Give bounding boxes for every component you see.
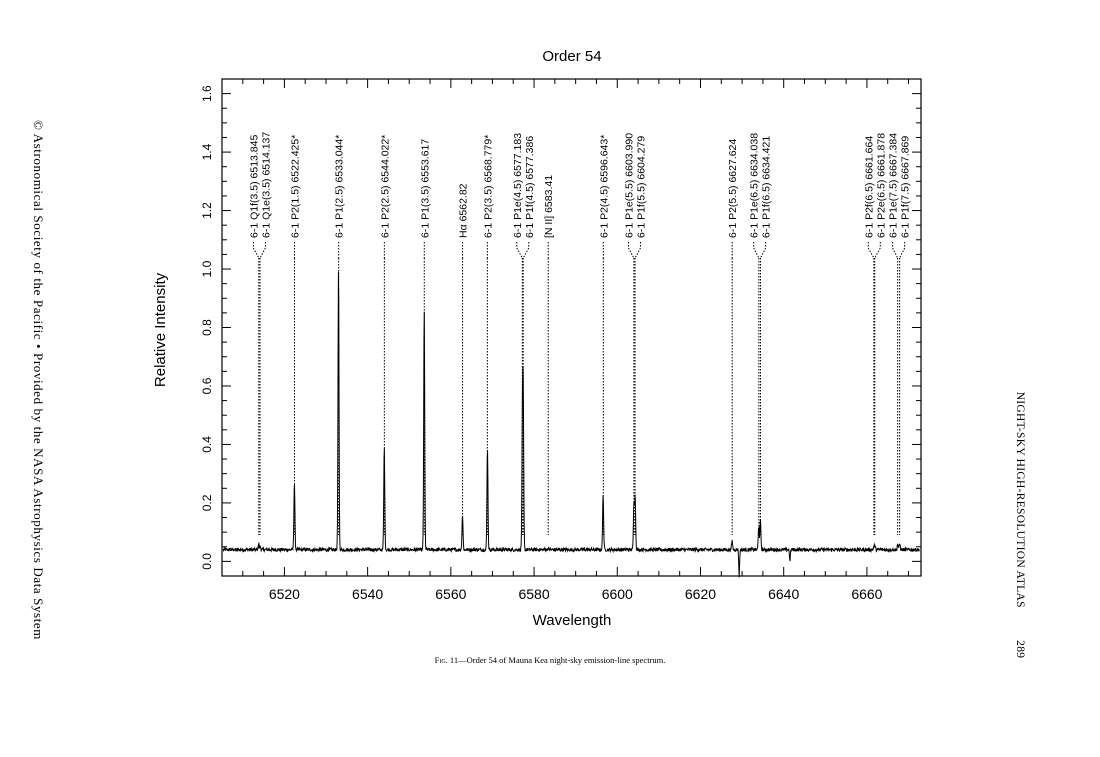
bracket-arm (868, 248, 874, 258)
x-tick-labels (269, 586, 883, 602)
bracket-arm (635, 248, 640, 258)
copyright-credit: © Astronomical Society of the Pacific • Provided by the NASA Astrophysics Data System (31, 119, 46, 641)
y-tick-label: 0.4 (200, 436, 214, 453)
bracket-arm (893, 248, 898, 258)
line-label: 6-1 P1e(6.5) 6634.038 (748, 132, 761, 238)
y-tick-label: 0.6 (200, 377, 214, 395)
chart-title: Order 54 (542, 48, 602, 65)
line-label: 6-1 P1f(7.5) 6667.869 (899, 135, 912, 238)
line-label: Hα 6562.82 (457, 183, 470, 238)
line-label: 6-1 P1f(5.5) 6604.279 (635, 135, 648, 238)
y-tick-label: 1.2 (200, 202, 214, 219)
axis-ticks (222, 79, 921, 576)
y-tick-label: 1.6 (200, 85, 214, 102)
bracket-arm (628, 248, 633, 258)
line-label: 6-1 P1e(5.5) 6603.990 (623, 132, 636, 238)
running-header (1014, 392, 1026, 659)
x-tick-label: 6580 (518, 586, 550, 602)
line-annotations (248, 132, 911, 238)
bracket-arm (260, 248, 265, 258)
line-label: 6-1 P2(1.5) 6522.425* (289, 134, 302, 238)
x-tick-label: 6520 (268, 586, 300, 602)
y-tick-labels (200, 85, 214, 570)
line-label: [N II] 6583.41 (543, 174, 556, 238)
line-label: 6-1 P1f(4.5) 6577.386 (523, 135, 536, 238)
y-tick-label: 1.0 (200, 260, 214, 278)
bracket-arm (900, 248, 905, 258)
line-label: 6-1 P2(4.5) 6596.643* (598, 134, 611, 238)
y-tick-label: 1.4 (200, 143, 214, 161)
line-label: 6-1 P1e(7.5) 6667.384 (887, 132, 900, 238)
line-markers (253, 242, 904, 535)
line-label: 6-1 P2(5.5) 6627.624 (727, 138, 740, 238)
figure-caption (0, 655, 1100, 665)
line-label: 6-1 P1f(6.5) 6634.421 (760, 135, 773, 238)
x-axis-label: Wavelength (532, 612, 612, 629)
bracket-arm (754, 248, 759, 258)
line-label: 6-1 P2e(6.5) 6661.878 (875, 132, 888, 238)
spectrum-line (223, 272, 919, 577)
y-axis-label: Relative Intensity (152, 272, 169, 388)
line-label: 6-1 P2(3.5) 6568.779* (482, 134, 495, 238)
y-tick-label: 0.2 (200, 494, 214, 512)
page-number: 289 (1014, 640, 1026, 659)
bracket-arm (875, 248, 881, 258)
x-tick-label: 6640 (768, 586, 800, 602)
line-label: 6-1 P1(2.5) 6533.044* (333, 134, 346, 238)
line-label: 6-1 P2f(6.5) 6661.664 (863, 135, 876, 238)
bracket-arm (517, 248, 523, 258)
line-label: 6-1 Q1f(3.5) 6513.845 (248, 134, 261, 238)
x-tick-label: 6620 (684, 586, 717, 602)
plot-frame (222, 79, 921, 576)
caption-text: —Order 54 of Mauna Kea night-sky emission-line spectrum. (458, 655, 666, 665)
line-label: 6-1 Q1e(3.5) 6514.137 (260, 131, 273, 238)
bracket-arm (253, 248, 258, 258)
x-tick-label: 6560 (435, 586, 467, 602)
line-label: 6-1 P1(3.5) 6553.617 (419, 138, 432, 238)
x-tick-label: 6600 (601, 586, 633, 602)
x-tick-label: 6660 (851, 586, 883, 602)
x-tick-label: 6540 (352, 586, 384, 602)
caption-label: Fig. 11 (434, 655, 459, 665)
y-tick-label: 0.8 (200, 319, 214, 336)
journal-header: NIGHT-SKY HIGH-RESOLUTION ATLAS (1014, 391, 1026, 608)
bracket-arm (523, 248, 529, 258)
bracket-arm (760, 248, 765, 258)
y-tick-label: 0.0 (200, 553, 214, 570)
line-label: 6-1 P1e(4.5) 6577.183 (511, 132, 524, 238)
line-label: 6-1 P2(2.5) 6544.022* (379, 134, 392, 238)
